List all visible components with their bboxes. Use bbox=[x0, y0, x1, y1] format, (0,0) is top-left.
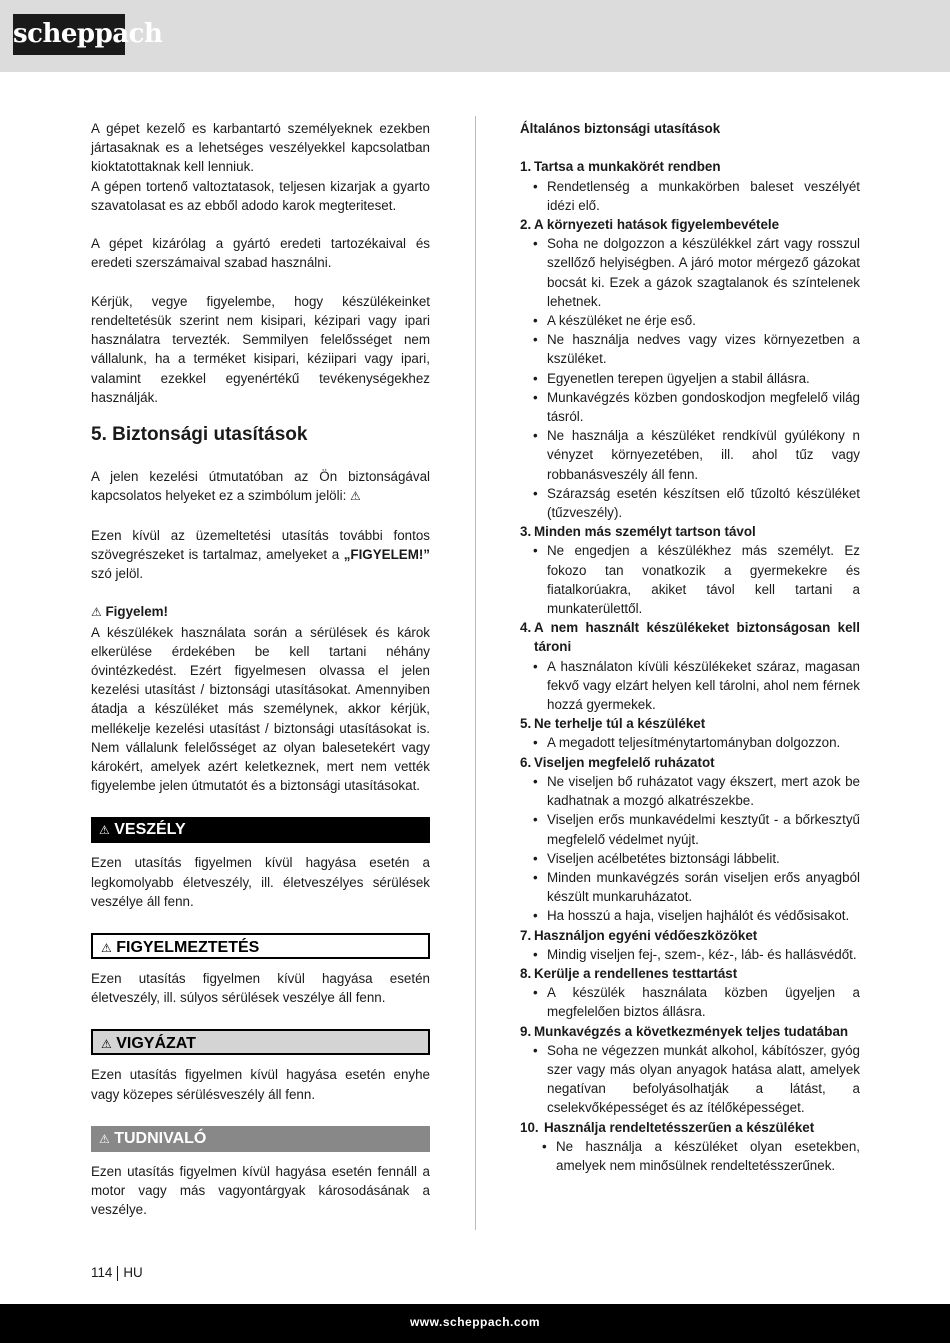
safety-bullet: • Munkavégzés közben gondoskodjon megfelelő világ tásról. bbox=[520, 388, 860, 426]
safety-bullet: • Ne használja a készüléket rendkívül gyúlékony n vényzet környezetében, ill. ahol tűz vagy robbanásveszély áll fenn. bbox=[520, 426, 860, 484]
safety-bullet: • Soha ne végezzen munkát alkohol, kábítószer, gyóg szer vagy más olyan anyagok hatása alatt, amelyek negatívan befolyásolhatják a látást, a cselekvőképességet és az ítélőképességet. bbox=[520, 1041, 860, 1118]
notice-text: Ezen utasítás figyelmen kívül hagyása esetén fennáll a motor vagy más vagyontárgyak károsodásának a veszélye. bbox=[91, 1163, 430, 1218]
safety-item-heading: 2. A környezeti hatások figyelembevétele bbox=[520, 217, 780, 232]
attention-heading: ⚠ Figyelem! bbox=[91, 604, 169, 620]
safety-bullet: • A használaton kívüli készülékeket száraz, magasan fekvő vagy elzárt helyen kell tárolni, ahol nem férnek hozzá gyermekek. bbox=[520, 657, 860, 715]
safety-item-heading: 9. Munkavégzés a következmények teljes tudatában bbox=[520, 1023, 849, 1039]
safety-item-heading: 1. Tartsa a munkakörét rendben bbox=[520, 159, 721, 175]
safety-item-heading: 3. Minden más személyt tartson távol bbox=[520, 524, 756, 540]
safety-instructions-list bbox=[520, 157, 860, 1175]
figyelem-keyword: „FIGYELEM!” bbox=[343, 546, 430, 562]
safety-bullet: • Viseljen erős munkavédelmi kesztyűt - a bőrkesztyű megfelelő védelmet nyújt. bbox=[520, 810, 860, 848]
section-title: 5. Biztonsági utasítások bbox=[91, 424, 308, 446]
safety-item-heading: 8. Kerülje a rendellenes testtartást bbox=[520, 965, 738, 981]
safety-bullet: • A készüléket ne érje eső. bbox=[520, 311, 860, 330]
warning-triangle-icon: ⚠ bbox=[99, 1131, 110, 1146]
danger-box: ⚠ VESZÉLY bbox=[91, 817, 430, 843]
column-divider bbox=[475, 116, 476, 1230]
safety-item-heading: 5. Ne terhelje túl a készüléket bbox=[520, 716, 706, 732]
safety-bullet: • Ne engedjen a készülékhez más személyt. Ez fokozo tan vonatkozik a gyermekekre és fiatalkorúakra, akiket távol kell tartani a munkaterülettől. bbox=[520, 541, 860, 618]
general-safety-title: Általános biztonsági utasítások bbox=[520, 121, 721, 136]
safety-bullet: • Rendetlenség a munkakörben baleset veszélyét idézi elő. bbox=[520, 177, 860, 215]
danger-text: Ezen utasítás figyelmen kívül hagyása esetén a legkomolyabb életveszély, ill. életveszélyes sérülések veszélye áll fenn. bbox=[91, 855, 430, 909]
warning-box: ⚠ FIGYELMEZTETÉS bbox=[91, 933, 430, 959]
website-url: www.scheppach.com bbox=[409, 1315, 541, 1329]
left-column bbox=[91, 119, 430, 1219]
safety-bullet: • Ne használja a készüléket olyan esetekben, amelyek nem minősülnek rendeltetésszerűnek. bbox=[520, 1137, 860, 1175]
safety-bullet: • Viseljen acélbetétes biztonsági lábbelit. bbox=[520, 849, 860, 868]
safety-bullet: • Soha ne dolgozzon a készülékkel zárt vagy rosszul szellőző helyiségben. A járó motor mérgező gázokat bocsát ki. Ezek a gázok szagtalanok és színtelenek lehetnek. bbox=[520, 234, 860, 311]
safety-bullet: • Szárazság esetén készítsen elő tűzoltó készüléket (tűzveszély). bbox=[520, 484, 860, 522]
scheppach-logo: scheppach bbox=[13, 14, 125, 55]
caution-text: Ezen utasítás figyelmen kívül hagyása esetén enyhe vagy közepes sérülésveszély áll fenn. bbox=[91, 1067, 430, 1102]
notice-box: ⚠ TUDNIVALÓ bbox=[91, 1126, 430, 1152]
paragraph: A gépen tortenő valtoztatasok, teljesen kizarjak a gyarto szavatolasat es az ebből adodo karok megteriteset. bbox=[91, 178, 430, 213]
warning-triangle-icon: ⚠ bbox=[99, 823, 110, 838]
paragraph: Ezen kívül az üzemeltetési utasítás további fontos szövegrészeket is tartalmaz, amelyeket a „FIGYELEM!” szó jelöl. bbox=[91, 527, 430, 582]
caution-box: ⚠ VIGYÁZAT bbox=[91, 1029, 430, 1055]
warning-triangle-icon: ⚠ bbox=[91, 605, 102, 620]
paragraph: A jelen kezelési útmutatóban az Ön biztonságával kapcsolatos helyeket ez a szimbólum jelöli: ⚠ bbox=[91, 469, 430, 504]
safety-bullet: • A megadott teljesítménytartományban dolgozzon. bbox=[520, 733, 860, 752]
warning-triangle-icon: ⚠ bbox=[101, 941, 112, 956]
safety-bullet: • Minden munkavégzés során viseljen erős anyagból készült munkaruházatot. bbox=[520, 868, 860, 906]
paragraph: A gépet kezelő es karbantartó személyeknek ezekben jártasaknak es a lehetséges veszélyekkel kapcsolatban kioktatottaknak kell lenniuk. bbox=[91, 121, 430, 175]
right-column bbox=[520, 119, 860, 1175]
page-footer bbox=[0, 1304, 950, 1343]
safety-bullet: • Ne viseljen bő ruházatot vagy ékszert, mert azok be kadhatnak a mozgó alkatrészekbe. bbox=[520, 772, 860, 810]
safety-item-heading: 10. Használja rendeltetésszerűen a készüléket bbox=[520, 1119, 815, 1135]
warning-text: Ezen utasítás figyelmen kívül hagyása esetén életveszély, ill. súlyos sérülések veszélye áll fenn. bbox=[91, 971, 430, 1006]
safety-bullet: • Ne használja nedves vagy vizes környezetben a kszüléket. bbox=[520, 330, 860, 368]
safety-item-heading: 6. Viseljen megfelelő ruházatot bbox=[520, 754, 715, 770]
safety-item-heading: 4. A nem használt készülékeket biztonságosan kell tároni bbox=[520, 620, 860, 655]
safety-bullet: • A készülék használata közben ügyeljen a megfelelően biztos állásra. bbox=[520, 983, 860, 1021]
safety-bullet: • Mindig viseljen fej-, szem-, kéz-, láb- és hallásvédőt. bbox=[520, 945, 860, 964]
safety-bullet: • Ha hosszú a haja, viseljen hajhálót és védősisakot. bbox=[520, 906, 860, 925]
safety-bullet: • Egyenetlen terepen ügyeljen a stabil állásra. bbox=[520, 369, 860, 388]
attention-text: A készülékek használata során a sérülések és károk elkerülése érdekében be kell tartani néhány óvintézkedést. Ezért figyelmesen olvassa el jelen kezelési utasítást / biztonsági utasításokat. Amennyiben átadja a készüléket más személynek, akkor kérjük, mellékelje kezelési utasítást / biztonsági utasításokat is. Nem vállalunk felelősséget az olyan balesetekért vagy károkért, amelyek azért keletkeznek, mert nem vették figyelembe jelen útmutatót és a biztonsági utasításokat. bbox=[91, 624, 430, 794]
paragraph: A gépet kizárólag a gyártó eredeti tartozékaival és eredeti szerszámaival szabad használni. bbox=[91, 236, 430, 271]
warning-triangle-icon: ⚠ bbox=[350, 489, 361, 504]
page-header bbox=[0, 0, 950, 72]
paragraph: Kérjük, vegye figyelembe, hogy készülékeinket rendeltetésük szerint nem kisipari, kézipari vagy ipari használatra tervezték. Semmilyen felelősséget nem vállalunk, ha a terméket kisipari, kéziipari vagy ipari, valamint ezekkel egyenértékű tevékenységekhez használják. bbox=[91, 293, 430, 405]
warning-triangle-icon: ⚠ bbox=[101, 1037, 112, 1052]
page-number: 114 HU bbox=[91, 1265, 143, 1280]
safety-item-heading: 7. Használjon egyéni védőeszközöket bbox=[520, 927, 758, 943]
